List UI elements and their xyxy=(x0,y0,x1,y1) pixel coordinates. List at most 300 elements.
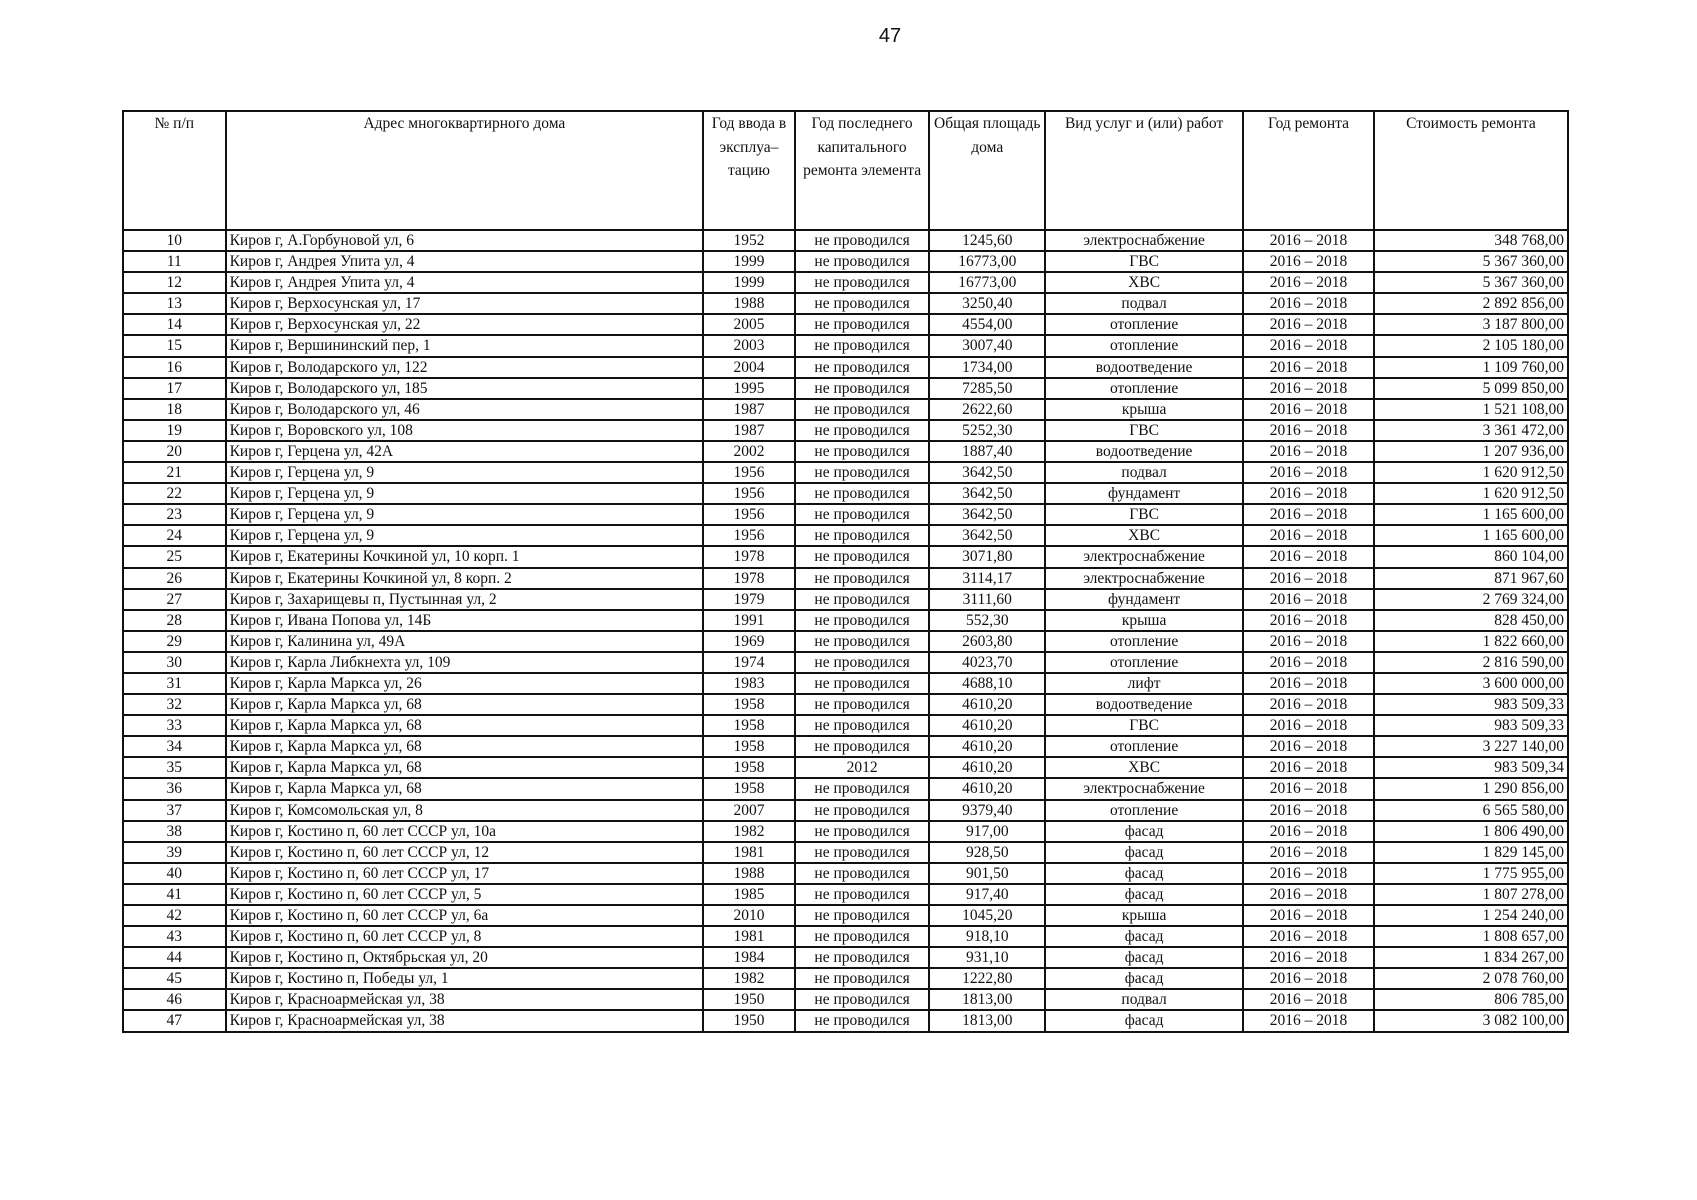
cell-num: 23 xyxy=(123,504,226,525)
table-row xyxy=(123,293,1568,314)
cell-area: 3114,17 xyxy=(929,568,1045,589)
cell-year-built: 1987 xyxy=(703,399,795,420)
cell-num: 14 xyxy=(123,314,226,335)
cell-cost: 871 967,60 xyxy=(1374,568,1568,589)
table-row xyxy=(123,1010,1568,1031)
cell-last-repair: не проводился xyxy=(795,905,930,926)
cell-year-built: 1958 xyxy=(703,694,795,715)
cell-num: 13 xyxy=(123,293,226,314)
cell-cost: 1 254 240,00 xyxy=(1374,905,1568,926)
cell-address: Киров г, Екатерины Кочкиной ул, 10 корп. 1 xyxy=(226,546,704,567)
cell-service: фасад xyxy=(1045,968,1243,989)
repair-table xyxy=(122,110,1569,1033)
cell-area: 1734,00 xyxy=(929,357,1045,378)
cell-service: лифт xyxy=(1045,673,1243,694)
cell-year-built: 1982 xyxy=(703,821,795,842)
cell-last-repair: не проводился xyxy=(795,441,930,462)
cell-area: 7285,50 xyxy=(929,378,1045,399)
cell-last-repair: не проводился xyxy=(795,504,930,525)
cell-repair-years: 2016 – 2018 xyxy=(1243,842,1374,863)
cell-repair-years: 2016 – 2018 xyxy=(1243,378,1374,399)
cell-cost: 1 808 657,00 xyxy=(1374,926,1568,947)
cell-year-built: 1991 xyxy=(703,610,795,631)
cell-year-built: 1950 xyxy=(703,989,795,1010)
cell-num: 42 xyxy=(123,905,226,926)
cell-year-built: 1956 xyxy=(703,483,795,504)
cell-repair-years: 2016 – 2018 xyxy=(1243,694,1374,715)
cell-area: 552,30 xyxy=(929,610,1045,631)
cell-year-built: 2002 xyxy=(703,441,795,462)
cell-service: фундамент xyxy=(1045,483,1243,504)
cell-last-repair: не проводился xyxy=(795,673,930,694)
cell-num: 46 xyxy=(123,989,226,1010)
cell-year-built: 1974 xyxy=(703,652,795,673)
cell-area: 4610,20 xyxy=(929,694,1045,715)
cell-year-built: 1995 xyxy=(703,378,795,399)
cell-area: 3642,50 xyxy=(929,483,1045,504)
table-row xyxy=(123,947,1568,968)
cell-address: Киров г, Герцена ул, 9 xyxy=(226,462,704,483)
cell-repair-years: 2016 – 2018 xyxy=(1243,525,1374,546)
cell-service: отопление xyxy=(1045,314,1243,335)
cell-service: фундамент xyxy=(1045,589,1243,610)
cell-service: отопление xyxy=(1045,652,1243,673)
table-row xyxy=(123,462,1568,483)
table-row xyxy=(123,652,1568,673)
table-row xyxy=(123,357,1568,378)
cell-area: 3642,50 xyxy=(929,504,1045,525)
table-row xyxy=(123,842,1568,863)
cell-year-built: 1978 xyxy=(703,568,795,589)
cell-area: 917,40 xyxy=(929,884,1045,905)
cell-area: 917,00 xyxy=(929,821,1045,842)
cell-num: 35 xyxy=(123,757,226,778)
cell-repair-years: 2016 – 2018 xyxy=(1243,905,1374,926)
cell-address: Киров г, Красноармейская ул, 38 xyxy=(226,989,704,1010)
cell-service: подвал xyxy=(1045,293,1243,314)
cell-year-built: 1956 xyxy=(703,462,795,483)
cell-num: 38 xyxy=(123,821,226,842)
page-number: 47 xyxy=(878,25,902,47)
cell-service: электроснабжение xyxy=(1045,230,1243,251)
cell-area: 931,10 xyxy=(929,947,1045,968)
cell-area: 3250,40 xyxy=(929,293,1045,314)
cell-year-built: 2005 xyxy=(703,314,795,335)
cell-last-repair: не проводился xyxy=(795,778,930,799)
cell-cost: 1 109 760,00 xyxy=(1374,357,1568,378)
cell-service: водоотведение xyxy=(1045,441,1243,462)
cell-num: 17 xyxy=(123,378,226,399)
cell-last-repair: не проводился xyxy=(795,1010,930,1031)
cell-num: 43 xyxy=(123,926,226,947)
cell-cost: 1 165 600,00 xyxy=(1374,525,1568,546)
header-area: Общая площадь дома xyxy=(929,111,1045,230)
table-row xyxy=(123,504,1568,525)
cell-last-repair: не проводился xyxy=(795,314,930,335)
cell-year-built: 2007 xyxy=(703,800,795,821)
cell-num: 27 xyxy=(123,589,226,610)
cell-cost: 806 785,00 xyxy=(1374,989,1568,1010)
cell-service: крыша xyxy=(1045,610,1243,631)
cell-area: 1813,00 xyxy=(929,1010,1045,1031)
cell-service: ГВС xyxy=(1045,504,1243,525)
table-row xyxy=(123,631,1568,652)
cell-service: крыша xyxy=(1045,905,1243,926)
cell-address: Киров г, Комсомольская ул, 8 xyxy=(226,800,704,821)
cell-area: 1813,00 xyxy=(929,989,1045,1010)
cell-year-built: 1979 xyxy=(703,589,795,610)
cell-last-repair: не проводился xyxy=(795,652,930,673)
cell-last-repair: не проводился xyxy=(795,272,930,293)
cell-service: электроснабжение xyxy=(1045,568,1243,589)
cell-repair-years: 2016 – 2018 xyxy=(1243,673,1374,694)
cell-address: Киров г, Андрея Упита ул, 4 xyxy=(226,272,704,293)
table-row xyxy=(123,230,1568,251)
cell-cost: 3 361 472,00 xyxy=(1374,420,1568,441)
cell-num: 12 xyxy=(123,272,226,293)
cell-year-built: 1987 xyxy=(703,420,795,441)
table-row xyxy=(123,863,1568,884)
cell-last-repair: не проводился xyxy=(795,863,930,884)
cell-area: 1245,60 xyxy=(929,230,1045,251)
table-row xyxy=(123,568,1568,589)
cell-cost: 1 806 490,00 xyxy=(1374,821,1568,842)
table-row xyxy=(123,821,1568,842)
cell-area: 3642,50 xyxy=(929,462,1045,483)
cell-cost: 1 620 912,50 xyxy=(1374,483,1568,504)
cell-repair-years: 2016 – 2018 xyxy=(1243,778,1374,799)
cell-area: 918,10 xyxy=(929,926,1045,947)
cell-last-repair: не проводился xyxy=(795,715,930,736)
cell-area: 1887,40 xyxy=(929,441,1045,462)
table-row xyxy=(123,778,1568,799)
cell-last-repair: 2012 xyxy=(795,757,930,778)
cell-address: Киров г, Герцена ул, 42А xyxy=(226,441,704,462)
cell-repair-years: 2016 – 2018 xyxy=(1243,483,1374,504)
cell-last-repair: не проводился xyxy=(795,420,930,441)
cell-address: Киров г, Вершининский пер, 1 xyxy=(226,335,704,356)
table-row xyxy=(123,399,1568,420)
cell-repair-years: 2016 – 2018 xyxy=(1243,926,1374,947)
header-address: Адрес многоквартирного дома xyxy=(226,111,704,230)
cell-repair-years: 2016 – 2018 xyxy=(1243,715,1374,736)
table-row xyxy=(123,546,1568,567)
cell-cost: 2 892 856,00 xyxy=(1374,293,1568,314)
cell-area: 4688,10 xyxy=(929,673,1045,694)
cell-num: 32 xyxy=(123,694,226,715)
table-row xyxy=(123,314,1568,335)
cell-num: 22 xyxy=(123,483,226,504)
cell-num: 18 xyxy=(123,399,226,420)
cell-cost: 2 769 324,00 xyxy=(1374,589,1568,610)
table-row xyxy=(123,525,1568,546)
cell-cost: 1 834 267,00 xyxy=(1374,947,1568,968)
cell-area: 3007,40 xyxy=(929,335,1045,356)
cell-num: 33 xyxy=(123,715,226,736)
cell-repair-years: 2016 – 2018 xyxy=(1243,420,1374,441)
cell-address: Киров г, Верхосунская ул, 17 xyxy=(226,293,704,314)
cell-address: Киров г, Калинина ул, 49А xyxy=(226,631,704,652)
cell-last-repair: не проводился xyxy=(795,483,930,504)
cell-address: Киров г, Костино п, 60 лет СССР ул, 5 xyxy=(226,884,704,905)
cell-area: 2603,80 xyxy=(929,631,1045,652)
cell-year-built: 1950 xyxy=(703,1010,795,1031)
cell-last-repair: не проводился xyxy=(795,989,930,1010)
cell-num: 36 xyxy=(123,778,226,799)
cell-year-built: 2010 xyxy=(703,905,795,926)
cell-service: отопление xyxy=(1045,631,1243,652)
cell-cost: 983 509,33 xyxy=(1374,694,1568,715)
cell-year-built: 1984 xyxy=(703,947,795,968)
cell-area: 928,50 xyxy=(929,842,1045,863)
cell-service: подвал xyxy=(1045,989,1243,1010)
cell-cost: 3 227 140,00 xyxy=(1374,736,1568,757)
header-last-repair: Год последнего капитального ремонта элемента xyxy=(795,111,930,230)
table-row xyxy=(123,610,1568,631)
cell-service: ГВС xyxy=(1045,420,1243,441)
cell-repair-years: 2016 – 2018 xyxy=(1243,652,1374,673)
cell-address: Киров г, Герцена ул, 9 xyxy=(226,504,704,525)
cell-year-built: 1958 xyxy=(703,757,795,778)
cell-area: 16773,00 xyxy=(929,272,1045,293)
cell-cost: 983 509,34 xyxy=(1374,757,1568,778)
cell-cost: 1 807 278,00 xyxy=(1374,884,1568,905)
cell-year-built: 1958 xyxy=(703,778,795,799)
cell-service: ХВС xyxy=(1045,525,1243,546)
cell-address: Киров г, Воровского ул, 108 xyxy=(226,420,704,441)
cell-repair-years: 2016 – 2018 xyxy=(1243,357,1374,378)
cell-service: ХВС xyxy=(1045,757,1243,778)
cell-area: 901,50 xyxy=(929,863,1045,884)
cell-last-repair: не проводился xyxy=(795,293,930,314)
cell-area: 9379,40 xyxy=(929,800,1045,821)
cell-repair-years: 2016 – 2018 xyxy=(1243,589,1374,610)
cell-num: 44 xyxy=(123,947,226,968)
table-row xyxy=(123,715,1568,736)
cell-address: Киров г, Костино п, 60 лет СССР ул, 10а xyxy=(226,821,704,842)
cell-year-built: 1988 xyxy=(703,293,795,314)
cell-address: Киров г, Екатерины Кочкиной ул, 8 корп. 2 xyxy=(226,568,704,589)
cell-address: Киров г, Ивана Попова ул, 14Б xyxy=(226,610,704,631)
table-row xyxy=(123,589,1568,610)
cell-cost: 828 450,00 xyxy=(1374,610,1568,631)
cell-address: Киров г, Верхосунская ул, 22 xyxy=(226,314,704,335)
cell-cost: 1 620 912,50 xyxy=(1374,462,1568,483)
cell-address: Киров г, Карла Маркса ул, 68 xyxy=(226,757,704,778)
cell-service: отопление xyxy=(1045,378,1243,399)
cell-cost: 3 082 100,00 xyxy=(1374,1010,1568,1031)
cell-service: отопление xyxy=(1045,800,1243,821)
cell-repair-years: 2016 – 2018 xyxy=(1243,462,1374,483)
cell-service: фасад xyxy=(1045,926,1243,947)
cell-area: 1222,80 xyxy=(929,968,1045,989)
cell-cost: 1 290 856,00 xyxy=(1374,778,1568,799)
cell-address: Киров г, Карла Маркса ул, 68 xyxy=(226,694,704,715)
header-cost: Стоимость ремонта xyxy=(1374,111,1568,230)
cell-repair-years: 2016 – 2018 xyxy=(1243,821,1374,842)
cell-address: Киров г, Андрея Упита ул, 4 xyxy=(226,251,704,272)
cell-num: 11 xyxy=(123,251,226,272)
cell-year-built: 1958 xyxy=(703,715,795,736)
cell-num: 30 xyxy=(123,652,226,673)
cell-service: фасад xyxy=(1045,884,1243,905)
cell-area: 4610,20 xyxy=(929,736,1045,757)
cell-num: 28 xyxy=(123,610,226,631)
cell-service: ГВС xyxy=(1045,251,1243,272)
cell-cost: 3 187 800,00 xyxy=(1374,314,1568,335)
cell-repair-years: 2016 – 2018 xyxy=(1243,230,1374,251)
table-row xyxy=(123,757,1568,778)
cell-repair-years: 2016 – 2018 xyxy=(1243,989,1374,1010)
cell-last-repair: не проводился xyxy=(795,399,930,420)
cell-address: Киров г, Карла Маркса ул, 68 xyxy=(226,736,704,757)
cell-repair-years: 2016 – 2018 xyxy=(1243,399,1374,420)
cell-last-repair: не проводился xyxy=(795,926,930,947)
cell-repair-years: 2016 – 2018 xyxy=(1243,947,1374,968)
cell-repair-years: 2016 – 2018 xyxy=(1243,800,1374,821)
header-num: № п/п xyxy=(123,111,226,230)
cell-year-built: 2003 xyxy=(703,335,795,356)
cell-address: Киров г, Костино п, Победы ул, 1 xyxy=(226,968,704,989)
cell-last-repair: не проводился xyxy=(795,357,930,378)
cell-address: Киров г, Володарского ул, 185 xyxy=(226,378,704,399)
cell-last-repair: не проводился xyxy=(795,589,930,610)
cell-cost: 983 509,33 xyxy=(1374,715,1568,736)
cell-cost: 1 822 660,00 xyxy=(1374,631,1568,652)
cell-cost: 2 105 180,00 xyxy=(1374,335,1568,356)
cell-repair-years: 2016 – 2018 xyxy=(1243,504,1374,525)
cell-last-repair: не проводился xyxy=(795,947,930,968)
cell-service: водоотведение xyxy=(1045,694,1243,715)
cell-service: электроснабжение xyxy=(1045,778,1243,799)
cell-address: Киров г, Карла Либкнехта ул, 109 xyxy=(226,652,704,673)
table-row xyxy=(123,926,1568,947)
cell-address: Киров г, Володарского ул, 46 xyxy=(226,399,704,420)
cell-last-repair: не проводился xyxy=(795,335,930,356)
table-row xyxy=(123,694,1568,715)
cell-repair-years: 2016 – 2018 xyxy=(1243,863,1374,884)
cell-num: 25 xyxy=(123,546,226,567)
cell-address: Киров г, Захарищевы п, Пустынная ул, 2 xyxy=(226,589,704,610)
cell-repair-years: 2016 – 2018 xyxy=(1243,1010,1374,1031)
cell-year-built: 1969 xyxy=(703,631,795,652)
cell-repair-years: 2016 – 2018 xyxy=(1243,631,1374,652)
cell-repair-years: 2016 – 2018 xyxy=(1243,884,1374,905)
cell-last-repair: не проводился xyxy=(795,378,930,399)
cell-cost: 1 829 145,00 xyxy=(1374,842,1568,863)
cell-num: 37 xyxy=(123,800,226,821)
cell-cost: 3 600 000,00 xyxy=(1374,673,1568,694)
cell-last-repair: не проводился xyxy=(795,610,930,631)
cell-address: Киров г, А.Горбуновой ул, 6 xyxy=(226,230,704,251)
cell-cost: 860 104,00 xyxy=(1374,546,1568,567)
cell-repair-years: 2016 – 2018 xyxy=(1243,736,1374,757)
cell-year-built: 1988 xyxy=(703,863,795,884)
cell-cost: 1 207 936,00 xyxy=(1374,441,1568,462)
header-service: Вид услуг и (или) работ xyxy=(1045,111,1243,230)
cell-repair-years: 2016 – 2018 xyxy=(1243,251,1374,272)
cell-last-repair: не проводился xyxy=(795,736,930,757)
cell-last-repair: не проводился xyxy=(795,968,930,989)
cell-cost: 5 367 360,00 xyxy=(1374,272,1568,293)
header-repair-years: Год ремонта xyxy=(1243,111,1374,230)
cell-last-repair: не проводился xyxy=(795,525,930,546)
cell-num: 15 xyxy=(123,335,226,356)
cell-repair-years: 2016 – 2018 xyxy=(1243,314,1374,335)
cell-num: 31 xyxy=(123,673,226,694)
cell-service: фасад xyxy=(1045,863,1243,884)
cell-num: 47 xyxy=(123,1010,226,1031)
cell-service: фасад xyxy=(1045,842,1243,863)
header-year-built: Год ввода в эксплуа–тацию xyxy=(703,111,795,230)
cell-last-repair: не проводился xyxy=(795,884,930,905)
cell-area: 4610,20 xyxy=(929,757,1045,778)
cell-service: отопление xyxy=(1045,335,1243,356)
cell-num: 26 xyxy=(123,568,226,589)
cell-area: 2622,60 xyxy=(929,399,1045,420)
cell-service: крыша xyxy=(1045,399,1243,420)
cell-year-built: 1981 xyxy=(703,926,795,947)
cell-num: 39 xyxy=(123,842,226,863)
cell-year-built: 1956 xyxy=(703,504,795,525)
cell-last-repair: не проводился xyxy=(795,631,930,652)
cell-num: 20 xyxy=(123,441,226,462)
cell-year-built: 2004 xyxy=(703,357,795,378)
cell-service: ГВС xyxy=(1045,715,1243,736)
cell-year-built: 1985 xyxy=(703,884,795,905)
cell-year-built: 1981 xyxy=(703,842,795,863)
cell-area: 5252,30 xyxy=(929,420,1045,441)
cell-area: 3071,80 xyxy=(929,546,1045,567)
cell-address: Киров г, Карла Маркса ул, 26 xyxy=(226,673,704,694)
cell-num: 24 xyxy=(123,525,226,546)
table-row xyxy=(123,251,1568,272)
cell-repair-years: 2016 – 2018 xyxy=(1243,546,1374,567)
cell-cost: 6 565 580,00 xyxy=(1374,800,1568,821)
cell-address: Киров г, Карла Маркса ул, 68 xyxy=(226,778,704,799)
cell-num: 34 xyxy=(123,736,226,757)
table-row xyxy=(123,905,1568,926)
cell-repair-years: 2016 – 2018 xyxy=(1243,610,1374,631)
cell-last-repair: не проводился xyxy=(795,842,930,863)
cell-repair-years: 2016 – 2018 xyxy=(1243,968,1374,989)
cell-service: водоотведение xyxy=(1045,357,1243,378)
cell-cost: 5 099 850,00 xyxy=(1374,378,1568,399)
table-row xyxy=(123,968,1568,989)
cell-cost: 2 078 760,00 xyxy=(1374,968,1568,989)
cell-last-repair: не проводился xyxy=(795,568,930,589)
cell-last-repair: не проводился xyxy=(795,694,930,715)
cell-address: Киров г, Костино п, 60 лет СССР ул, 6а xyxy=(226,905,704,926)
cell-repair-years: 2016 – 2018 xyxy=(1243,272,1374,293)
table-row xyxy=(123,673,1568,694)
cell-address: Киров г, Карла Маркса ул, 68 xyxy=(226,715,704,736)
cell-last-repair: не проводился xyxy=(795,821,930,842)
cell-num: 29 xyxy=(123,631,226,652)
cell-cost: 1 165 600,00 xyxy=(1374,504,1568,525)
cell-address: Киров г, Герцена ул, 9 xyxy=(226,525,704,546)
cell-area: 4554,00 xyxy=(929,314,1045,335)
cell-service: ХВС xyxy=(1045,272,1243,293)
table-row xyxy=(123,420,1568,441)
cell-service: фасад xyxy=(1045,1010,1243,1031)
cell-address: Киров г, Костино п, Октябрьская ул, 20 xyxy=(226,947,704,968)
cell-area: 1045,20 xyxy=(929,905,1045,926)
cell-year-built: 1982 xyxy=(703,968,795,989)
cell-num: 45 xyxy=(123,968,226,989)
cell-cost: 2 816 590,00 xyxy=(1374,652,1568,673)
table-row xyxy=(123,736,1568,757)
